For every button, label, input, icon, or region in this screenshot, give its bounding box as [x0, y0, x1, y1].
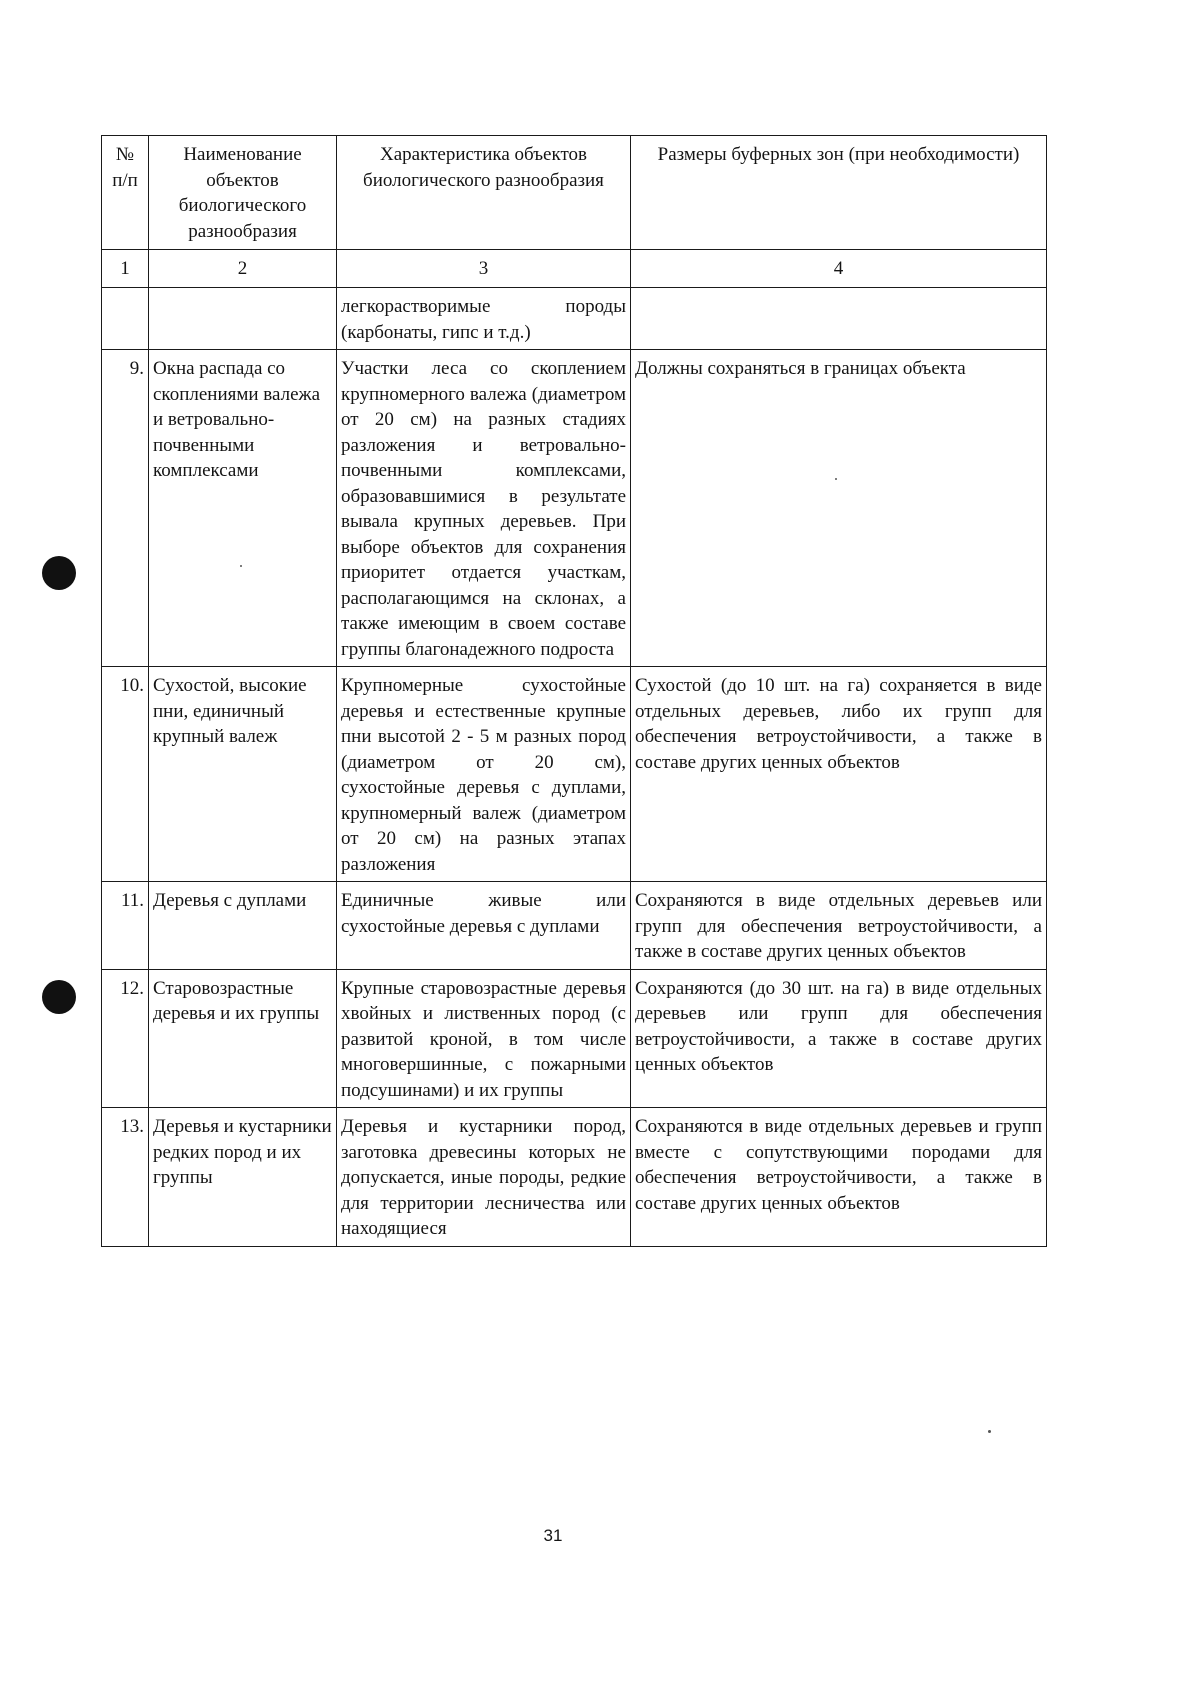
- row-number: 9.: [102, 350, 149, 667]
- row-object-name: Деревья и кустарники редких пород и их группы: [149, 1108, 337, 1247]
- row-description: Крупные старовозрастные деревья хвойных и лиственных пород (с развитой кроной, в том числе многовершинные, с пожарными подсушинами) и их группы: [337, 969, 631, 1108]
- page-number: 31: [543, 1526, 563, 1545]
- header-object-name: Наименование объектов биологического разнообразия: [149, 136, 337, 250]
- row-object-name: [149, 288, 337, 350]
- row-buffer-zone: Сухостой (до 10 шт. на га) сохраняется в виде отдельных деревьев, либо их групп для обеспечения ветроустойчивости, а также в составе других ценных объектов: [631, 667, 1047, 882]
- table-row: [102, 1108, 1047, 1247]
- row-buffer-zone: Должны сохраняться в границах объекта: [631, 350, 1047, 667]
- scan-speck: [988, 1430, 991, 1433]
- row-buffer-zone: Сохраняются (до 30 шт. на га) в виде отдельных деревьев или групп для обеспечения ветроустойчивости, а также в составе других ценных объектов: [631, 969, 1047, 1108]
- row-buffer-zone: [631, 288, 1047, 350]
- row-object-name: Старовозрастные деревья и их группы: [149, 969, 337, 1108]
- row-description: Крупномерные сухостойные деревья и естественные крупные пни высотой 2 - 5 м разных пород (диаметром от 20 см), сухостойные деревья с дуплами, крупномерный валеж (диаметром от 20 см) на разных этапах разложения: [337, 667, 631, 882]
- table-row: [102, 667, 1047, 882]
- column-number-row: [102, 250, 1047, 288]
- column-number: 3: [337, 250, 631, 288]
- row-description: Участки леса со скоплением крупномерного валежа (диаметром от 20 см) на разных стадиях разложения и ветровально-почвенными комплексами, образовавшимися в результате вывала крупных деревьев. При выборе объектов для сохранения приоритет отдается участкам, располагающимся на склонах, а также имеющим в своем составе группы благонадежного подроста: [337, 350, 631, 667]
- biodiversity-objects-table: [101, 135, 1047, 1247]
- row-number: 12.: [102, 969, 149, 1108]
- table-row: [102, 350, 1047, 667]
- header-buffer-zones: Размеры буферных зон (при необходимости): [631, 136, 1047, 250]
- column-number: 1: [102, 250, 149, 288]
- header-number: № п/п: [102, 136, 149, 250]
- table-row: [102, 288, 1047, 350]
- row-number: 10.: [102, 667, 149, 882]
- row-object-name: Сухостой, высокие пни, единичный крупный валеж: [149, 667, 337, 882]
- row-object-name: Деревья с дуплами: [149, 882, 337, 970]
- row-object-name: Окна распада со скоплениями валежа и ветровально-почвенными комплексами: [149, 350, 337, 667]
- row-number: 13.: [102, 1108, 149, 1247]
- punch-hole: [42, 980, 76, 1014]
- row-number: [102, 288, 149, 350]
- row-description: Единичные живые или сухостойные деревья с дуплами: [337, 882, 631, 970]
- table-row: [102, 969, 1047, 1108]
- row-number: 11.: [102, 882, 149, 970]
- row-description: Деревья и кустарники пород, заготовка древесины которых не допускается, иные породы, редкие для территории лесничества или находящиеся: [337, 1108, 631, 1247]
- punch-hole: [42, 556, 76, 590]
- row-buffer-zone: Сохраняются в виде отдельных деревьев или групп для обеспечения ветроустойчивости, а также в составе других ценных объектов: [631, 882, 1047, 970]
- row-description: легкорастворимые породы (карбонаты, гипс и т.д.): [337, 288, 631, 350]
- header-characteristics: Характеристика объектов биологического разнообразия: [337, 136, 631, 250]
- table-header-row: [102, 136, 1047, 250]
- row-buffer-zone: Сохраняются в виде отдельных деревьев и групп вместе с сопутствующими породами для обеспечения ветроустойчивости, а также в составе других ценных объектов: [631, 1108, 1047, 1247]
- column-number: 4: [631, 250, 1047, 288]
- column-number: 2: [149, 250, 337, 288]
- table-row: [102, 882, 1047, 970]
